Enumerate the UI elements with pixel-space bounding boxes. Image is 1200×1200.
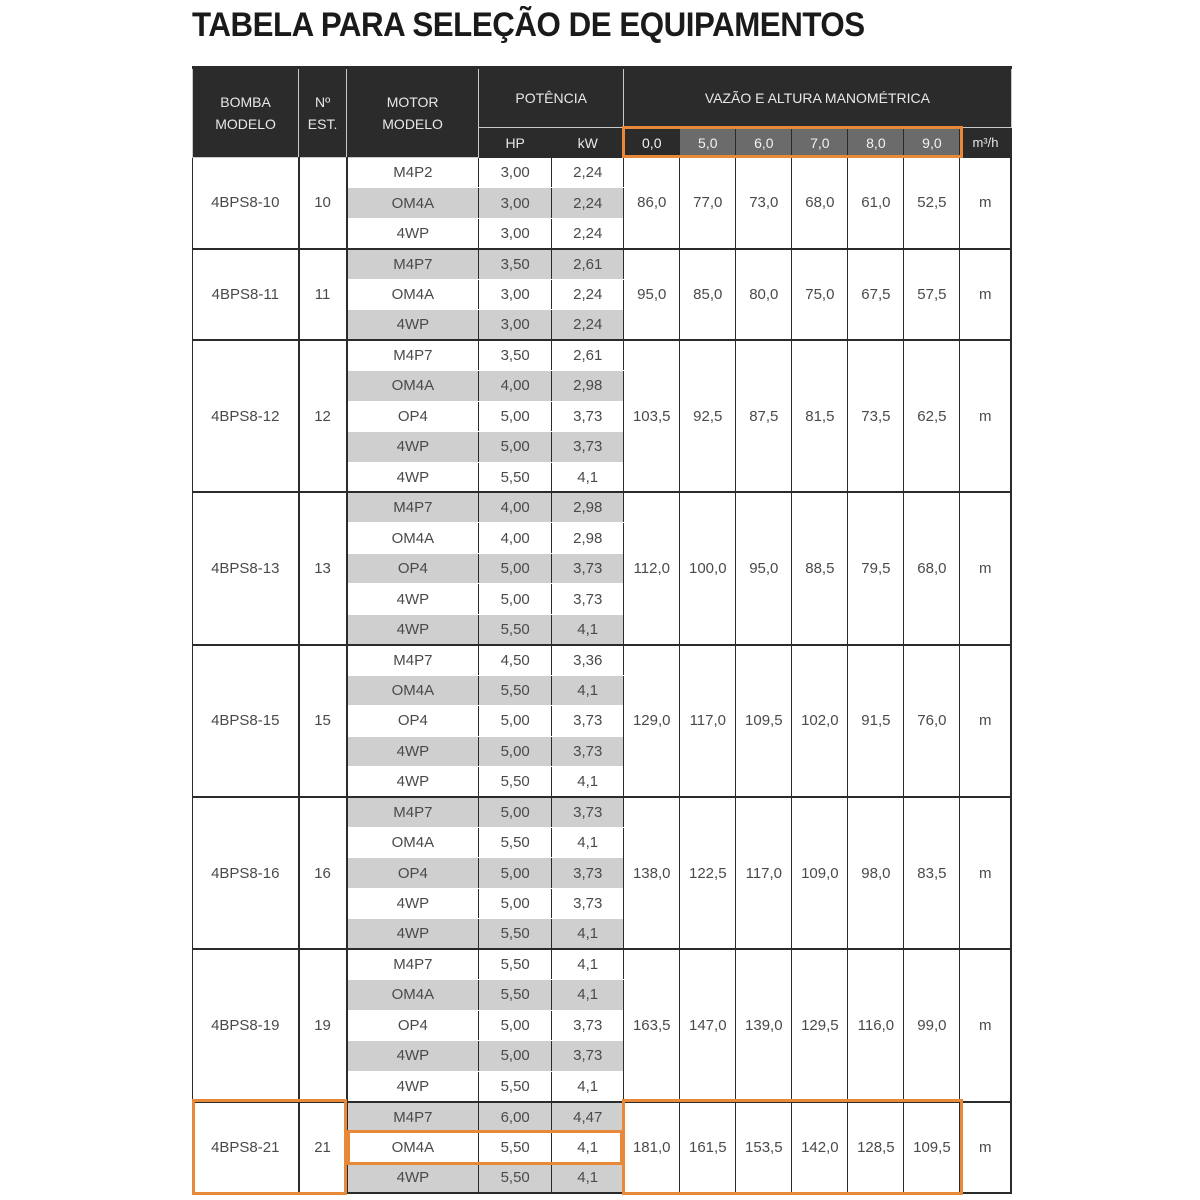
power-hp: 5,50 bbox=[479, 827, 552, 857]
motor-model: OM4A bbox=[347, 188, 479, 218]
power-kw: 3,36 bbox=[552, 645, 624, 675]
head-value: 99,0 bbox=[904, 949, 960, 1101]
power-hp: 5,50 bbox=[479, 980, 552, 1010]
power-hp: 5,00 bbox=[479, 797, 552, 827]
power-hp: 5,00 bbox=[479, 736, 552, 766]
motor-model: M4P2 bbox=[347, 158, 479, 188]
motor-model: OM4A bbox=[347, 675, 479, 705]
power-hp: 3,00 bbox=[479, 188, 552, 218]
motor-model: 4WP bbox=[347, 736, 479, 766]
head-value: 73,5 bbox=[848, 340, 904, 492]
power-kw: 4,47 bbox=[552, 1102, 624, 1132]
motor-model: OM4A bbox=[347, 279, 479, 309]
pump-model: 4BPS8-11 bbox=[193, 249, 299, 340]
power-hp: 3,00 bbox=[479, 158, 552, 188]
head-value: 181,0 bbox=[624, 1102, 680, 1193]
power-kw: 2,98 bbox=[552, 492, 624, 522]
power-kw: 2,24 bbox=[552, 279, 624, 309]
pump-model: 4BPS8-12 bbox=[193, 340, 299, 492]
table-row bbox=[193, 949, 1012, 979]
head-unit: m bbox=[960, 492, 1011, 644]
motor-model: 4WP bbox=[347, 432, 479, 462]
power-kw: 4,1 bbox=[552, 980, 624, 1010]
head-value: 117,0 bbox=[736, 797, 792, 949]
power-kw: 2,98 bbox=[552, 523, 624, 553]
flow-header-cell: 8,0 bbox=[848, 128, 904, 158]
power-hp: 5,50 bbox=[479, 1162, 552, 1193]
power-hp: 5,00 bbox=[479, 888, 552, 918]
power-kw: 3,73 bbox=[552, 706, 624, 736]
head-value: 91,5 bbox=[848, 645, 904, 797]
power-kw: 3,73 bbox=[552, 1010, 624, 1040]
motor-model: OP4 bbox=[347, 553, 479, 583]
motor-model: M4P7 bbox=[347, 797, 479, 827]
head-value: 57,5 bbox=[904, 249, 960, 340]
motor-model: M4P7 bbox=[347, 1102, 479, 1132]
power-hp: 5,00 bbox=[479, 401, 552, 431]
power-hp: 5,00 bbox=[479, 858, 552, 888]
head-value: 52,5 bbox=[904, 158, 960, 249]
head-value: 85,0 bbox=[680, 249, 736, 340]
head-value: 163,5 bbox=[624, 949, 680, 1101]
head-value: 92,5 bbox=[680, 340, 736, 492]
head-value: 62,5 bbox=[904, 340, 960, 492]
head-value: 86,0 bbox=[624, 158, 680, 249]
power-hp: 5,50 bbox=[479, 1071, 552, 1101]
head-value: 68,0 bbox=[792, 158, 848, 249]
power-hp: 5,50 bbox=[479, 919, 552, 949]
power-kw: 3,73 bbox=[552, 553, 624, 583]
selection-table bbox=[192, 66, 1012, 1194]
stage-count: 16 bbox=[299, 797, 347, 949]
motor-model: M4P7 bbox=[347, 492, 479, 522]
stage-count: 13 bbox=[299, 492, 347, 644]
header-kw: kW bbox=[552, 128, 624, 158]
power-kw: 4,1 bbox=[552, 462, 624, 492]
motor-model: 4WP bbox=[347, 767, 479, 797]
header-hp: HP bbox=[479, 128, 552, 158]
flow-header-cell: 0,0 bbox=[624, 128, 680, 158]
power-hp: 6,00 bbox=[479, 1102, 552, 1132]
header-potencia: POTÊNCIA bbox=[479, 68, 624, 128]
head-value: 129,5 bbox=[792, 949, 848, 1101]
power-hp: 5,00 bbox=[479, 706, 552, 736]
power-hp: 4,00 bbox=[479, 523, 552, 553]
head-value: 139,0 bbox=[736, 949, 792, 1101]
power-hp: 3,50 bbox=[479, 249, 552, 279]
head-value: 88,5 bbox=[792, 492, 848, 644]
head-value: 153,5 bbox=[736, 1102, 792, 1193]
head-value: 73,0 bbox=[736, 158, 792, 249]
motor-model: 4WP bbox=[347, 614, 479, 644]
pump-model: 4BPS8-21 bbox=[193, 1102, 299, 1193]
pump-model: 4BPS8-19 bbox=[193, 949, 299, 1101]
pump-model: 4BPS8-13 bbox=[193, 492, 299, 644]
motor-model: 4WP bbox=[347, 919, 479, 949]
table-row bbox=[193, 340, 1012, 370]
page-title: TABELA PARA SELEÇÃO DE EQUIPAMENTOS bbox=[192, 6, 865, 44]
motor-model: OP4 bbox=[347, 858, 479, 888]
power-kw: 2,61 bbox=[552, 340, 624, 370]
motor-model: OM4A bbox=[347, 827, 479, 857]
stage-count: 21 bbox=[299, 1102, 347, 1193]
power-kw: 3,73 bbox=[552, 584, 624, 614]
power-kw: 3,73 bbox=[552, 858, 624, 888]
head-value: 116,0 bbox=[848, 949, 904, 1101]
power-kw: 4,1 bbox=[552, 919, 624, 949]
power-hp: 5,50 bbox=[479, 767, 552, 797]
power-kw: 2,61 bbox=[552, 249, 624, 279]
pump-model: 4BPS8-16 bbox=[193, 797, 299, 949]
power-kw: 2,98 bbox=[552, 371, 624, 401]
motor-model: OP4 bbox=[347, 1010, 479, 1040]
head-value: 103,5 bbox=[624, 340, 680, 492]
pump-model: 4BPS8-15 bbox=[193, 645, 299, 797]
power-kw: 4,1 bbox=[552, 675, 624, 705]
head-unit: m bbox=[960, 340, 1011, 492]
power-hp: 5,50 bbox=[479, 614, 552, 644]
motor-model: OP4 bbox=[347, 706, 479, 736]
head-value: 77,0 bbox=[680, 158, 736, 249]
head-unit: m bbox=[960, 645, 1011, 797]
head-value: 67,5 bbox=[848, 249, 904, 340]
head-value: 95,0 bbox=[624, 249, 680, 340]
power-kw: 4,1 bbox=[552, 1132, 624, 1162]
head-value: 117,0 bbox=[680, 645, 736, 797]
motor-model: M4P7 bbox=[347, 249, 479, 279]
flow-header-cell: 5,0 bbox=[680, 128, 736, 158]
head-value: 147,0 bbox=[680, 949, 736, 1101]
head-value: 98,0 bbox=[848, 797, 904, 949]
table-row bbox=[193, 645, 1012, 675]
motor-model: 4WP bbox=[347, 1041, 479, 1071]
power-kw: 3,73 bbox=[552, 736, 624, 766]
power-kw: 4,1 bbox=[552, 1162, 624, 1193]
power-hp: 5,50 bbox=[479, 675, 552, 705]
power-hp: 3,00 bbox=[479, 310, 552, 340]
head-value: 142,0 bbox=[792, 1102, 848, 1193]
power-hp: 3,50 bbox=[479, 340, 552, 370]
motor-model: 4WP bbox=[347, 310, 479, 340]
power-hp: 5,00 bbox=[479, 432, 552, 462]
motor-model: 4WP bbox=[347, 584, 479, 614]
power-hp: 5,00 bbox=[479, 1010, 552, 1040]
head-unit: m bbox=[960, 797, 1011, 949]
motor-model: OP4 bbox=[347, 401, 479, 431]
flow-header-cell: 7,0 bbox=[792, 128, 848, 158]
power-hp: 4,50 bbox=[479, 645, 552, 675]
motor-model: OM4A bbox=[347, 523, 479, 553]
head-value: 61,0 bbox=[848, 158, 904, 249]
stage-count: 11 bbox=[299, 249, 347, 340]
head-value: 112,0 bbox=[624, 492, 680, 644]
head-value: 161,5 bbox=[680, 1102, 736, 1193]
stage-count: 19 bbox=[299, 949, 347, 1101]
flow-header-cell: 6,0 bbox=[736, 128, 792, 158]
header-n-est: Nº EST. bbox=[299, 68, 347, 158]
flow-header-cell: 9,0 bbox=[904, 128, 960, 158]
power-kw: 3,73 bbox=[552, 797, 624, 827]
flow-unit: m³/h bbox=[960, 128, 1011, 158]
head-value: 95,0 bbox=[736, 492, 792, 644]
power-hp: 3,00 bbox=[479, 218, 552, 248]
power-hp: 5,00 bbox=[479, 584, 552, 614]
head-unit: m bbox=[960, 158, 1011, 249]
power-hp: 5,00 bbox=[479, 1041, 552, 1071]
header-vazao: VAZÃO E ALTURA MANOMÉTRICA bbox=[624, 68, 1011, 128]
power-kw: 3,73 bbox=[552, 432, 624, 462]
motor-model: 4WP bbox=[347, 462, 479, 492]
head-value: 87,5 bbox=[736, 340, 792, 492]
motor-model: M4P7 bbox=[347, 340, 479, 370]
power-hp: 3,00 bbox=[479, 279, 552, 309]
power-hp: 5,50 bbox=[479, 1132, 552, 1162]
head-value: 109,0 bbox=[792, 797, 848, 949]
head-value: 100,0 bbox=[680, 492, 736, 644]
power-kw: 3,73 bbox=[552, 1041, 624, 1071]
head-value: 122,5 bbox=[680, 797, 736, 949]
power-kw: 4,1 bbox=[552, 949, 624, 979]
head-value: 83,5 bbox=[904, 797, 960, 949]
header-motor-modelo: MOTOR MODELO bbox=[347, 68, 479, 158]
motor-model: OM4A bbox=[347, 980, 479, 1010]
stage-count: 10 bbox=[299, 158, 347, 249]
head-value: 129,0 bbox=[624, 645, 680, 797]
pump-model: 4BPS8-10 bbox=[193, 158, 299, 249]
power-kw: 2,24 bbox=[552, 158, 624, 188]
power-hp: 5,50 bbox=[479, 949, 552, 979]
head-unit: m bbox=[960, 949, 1011, 1101]
motor-model: 4WP bbox=[347, 218, 479, 248]
motor-model: M4P7 bbox=[347, 645, 479, 675]
head-value: 68,0 bbox=[904, 492, 960, 644]
head-value: 81,5 bbox=[792, 340, 848, 492]
motor-model: OM4A bbox=[347, 371, 479, 401]
motor-model: M4P7 bbox=[347, 949, 479, 979]
power-hp: 4,00 bbox=[479, 371, 552, 401]
table-row bbox=[193, 249, 1012, 279]
power-kw: 3,73 bbox=[552, 888, 624, 918]
stage-count: 12 bbox=[299, 340, 347, 492]
head-value: 80,0 bbox=[736, 249, 792, 340]
header-bomba-modelo: BOMBA MODELO bbox=[193, 68, 299, 158]
head-value: 76,0 bbox=[904, 645, 960, 797]
motor-model: OM4A bbox=[347, 1132, 479, 1162]
table-row bbox=[193, 158, 1012, 188]
head-value: 138,0 bbox=[624, 797, 680, 949]
power-kw: 4,1 bbox=[552, 614, 624, 644]
motor-model: 4WP bbox=[347, 1071, 479, 1101]
power-hp: 4,00 bbox=[479, 492, 552, 522]
head-unit: m bbox=[960, 1102, 1011, 1193]
head-value: 75,0 bbox=[792, 249, 848, 340]
head-value: 79,5 bbox=[848, 492, 904, 644]
power-hp: 5,50 bbox=[479, 462, 552, 492]
motor-model: 4WP bbox=[347, 888, 479, 918]
head-value: 109,5 bbox=[904, 1102, 960, 1193]
motor-model: 4WP bbox=[347, 1162, 479, 1193]
table-row bbox=[193, 1102, 1012, 1132]
power-kw: 4,1 bbox=[552, 767, 624, 797]
power-kw: 3,73 bbox=[552, 401, 624, 431]
head-value: 128,5 bbox=[848, 1102, 904, 1193]
table-row bbox=[193, 797, 1012, 827]
table-row bbox=[193, 492, 1012, 522]
head-value: 109,5 bbox=[736, 645, 792, 797]
head-unit: m bbox=[960, 249, 1011, 340]
power-kw: 2,24 bbox=[552, 310, 624, 340]
head-value: 102,0 bbox=[792, 645, 848, 797]
power-hp: 5,00 bbox=[479, 553, 552, 583]
power-kw: 2,24 bbox=[552, 188, 624, 218]
power-kw: 4,1 bbox=[552, 1071, 624, 1101]
power-kw: 2,24 bbox=[552, 218, 624, 248]
power-kw: 4,1 bbox=[552, 827, 624, 857]
stage-count: 15 bbox=[299, 645, 347, 797]
